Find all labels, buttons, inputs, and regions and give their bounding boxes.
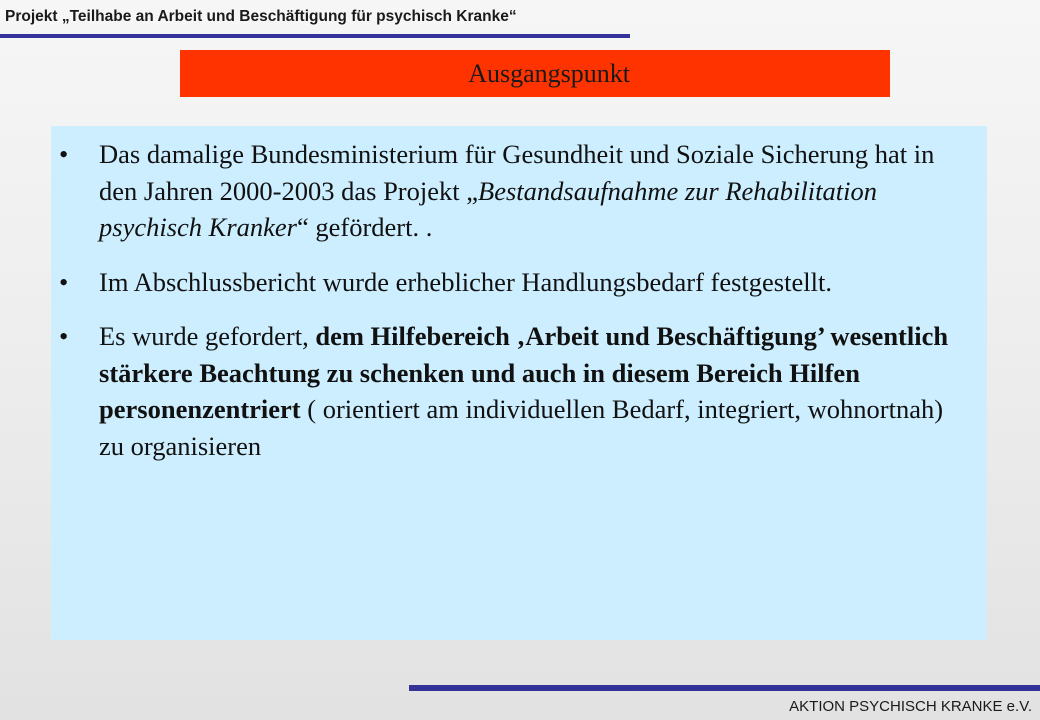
bullet-text-end: ( orientiert am individuellen Bedarf, integriert, wohnortnah) zu organisieren [99, 394, 944, 461]
bullet-icon: • [59, 266, 69, 297]
bullet-item-report [59, 264, 973, 301]
bullet-text: Im Abschlussbericht wurde erheblicher Handlungsbedarf festgestellt. [99, 266, 832, 297]
bullet-icon: • [59, 321, 69, 351]
section-title-banner [180, 50, 890, 97]
content-panel [51, 126, 987, 640]
footer-organization: AKTION PSYCHISCH KRANKE e.V. [789, 698, 1032, 715]
section-title: Ausgangspunkt [468, 58, 630, 88]
footer-divider [409, 685, 1040, 691]
emphasis-text: dem Hilfebereich ‚Arbeit und Beschäftigung’ wesentlich stärkere Beachtung zu schenken und auch in diesem Bereich Hilfen personenzentriert [99, 321, 949, 424]
bullet-item-demand [59, 318, 973, 464]
header-title: Projekt „Teilhabe an Arbeit und Beschäftigung für psychisch Kranke“ [5, 8, 517, 25]
project-name: Bestandsaufnahme zur Rehabilitation psychisch Kranker [99, 175, 877, 242]
bullet-icon: • [59, 139, 69, 169]
bullet-item-funding [59, 136, 973, 246]
bullet-text: Das damalige Bundesministerium für Gesundheit und Soziale Sicherung hat in den Jahren 2000-2003 das Projekt „ [99, 139, 935, 206]
bullet-text-end: “ gefördert. . [296, 212, 433, 242]
bullet-list [59, 136, 973, 464]
header-divider [0, 34, 630, 38]
bullet-text: Es wurde gefordert, [99, 321, 316, 351]
